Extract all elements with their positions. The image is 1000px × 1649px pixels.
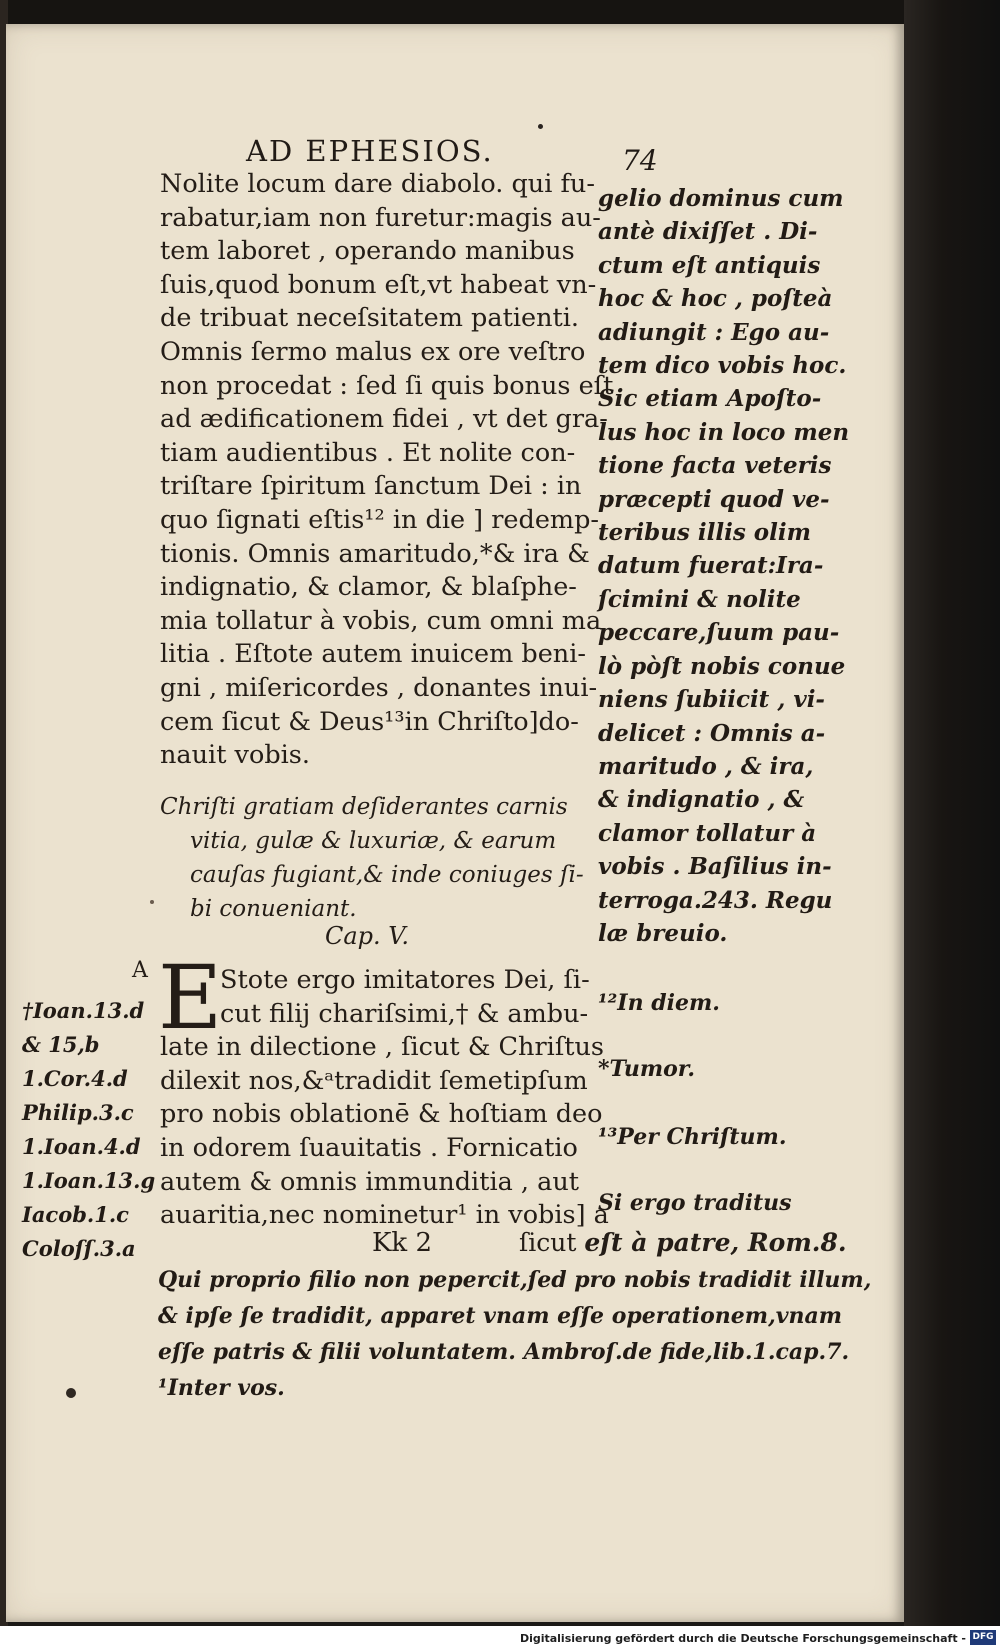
text-line: Nolite locum dare diabolo. qui fu- <box>160 169 595 199</box>
text-line: late in dilectione , ſicut & Chriſtus <box>160 1032 605 1063</box>
margin-reference: & 15,b <box>22 1032 100 1057</box>
text-line: ad ædificationem fidei , vt det gra- <box>160 404 608 435</box>
gloss-line: tione facta veteris <box>598 452 832 480</box>
gloss-line: adiungit : Ego au- <box>598 318 830 346</box>
side-note: *Tumor. <box>598 1056 696 1082</box>
signature-mark: Kk 2 <box>372 1228 432 1258</box>
text-line: Omnis ſermo malus ex ore veſtro <box>160 336 586 367</box>
text-line: triſtare ſpiritum ſanctum Dei : in <box>160 471 582 502</box>
text-line: pro nobis oblationē & hoſtiam deo <box>160 1099 603 1130</box>
running-head: AD EPHESIOS. <box>246 134 494 168</box>
gloss-line: clamor tollatur à <box>598 819 817 847</box>
dfg-logo: DFG <box>970 1630 996 1645</box>
chapter-heading: Cap. V. <box>325 922 410 950</box>
text-line: Stote ergo imitatores Dei, ſi- <box>220 965 590 995</box>
note-line: & ipſe ſe tradidit, apparet vnam eſſe operationem,vnam <box>158 1303 843 1329</box>
gloss-line: maritudo , & ira, <box>598 752 814 780</box>
page-number: 74 <box>622 144 658 177</box>
gloss-line: teribus illis olim <box>598 519 811 547</box>
gloss-line: gelio dominus cum <box>598 185 844 212</box>
text-line: litia . Eſtote autem inuicem beni- <box>160 639 587 670</box>
chapter-text <box>160 964 609 1233</box>
margin-reference: 1.Ioan.4.d <box>22 1134 141 1159</box>
book-spine-shadow <box>904 0 1000 1649</box>
chapter-summary <box>160 790 590 926</box>
text-line: tiam audientibus . Et nolite con- <box>160 437 576 468</box>
catchword <box>519 1228 847 1257</box>
gloss-line: datum fuerat:Ira- <box>598 552 824 580</box>
gloss-line: tem dico vobis hoc. <box>598 352 847 380</box>
summary-line: bi conueniant. <box>190 896 357 922</box>
text-line: tionis. Omnis amaritudo,*& ira & <box>160 538 590 569</box>
funding-credit: Digitalisierung gefördert durch die Deutsche Forschungsgemeinschaft - <box>519 1632 966 1645</box>
gloss-line: & indignatio , & <box>598 786 805 814</box>
gloss-line: lus hoc in loco men <box>598 418 850 446</box>
margin-reference: Coloſſ.3.a <box>22 1236 136 1261</box>
summary-line: Chriſti gratiam deſiderantes carnis <box>160 794 568 820</box>
gloss-line: delicet : Omnis a- <box>598 719 826 747</box>
text-line: tem laboret , operando manibus <box>160 236 575 267</box>
margin-reference: 1.Ioan.13.g <box>22 1168 156 1193</box>
gloss-line: terroga.243. Regu <box>598 886 833 914</box>
catchword-roman: ſicut <box>519 1228 577 1257</box>
text-line: auaritia,nec nominetur¹ in vobis] a <box>160 1200 609 1231</box>
catchword-italic: eſt à patre, Rom.8. <box>584 1228 847 1257</box>
note-line: ¹Inter vos. <box>158 1375 285 1401</box>
bottom-note <box>158 1262 872 1406</box>
gloss-line: antè dixiſſet . Di- <box>598 218 818 246</box>
text-line: dilexit nos,&ᵃtradidit ſemetipſum <box>160 1065 588 1096</box>
drop-cap: E <box>158 946 223 1049</box>
ink-blot <box>66 1388 76 1398</box>
margin-reference: †Ioan.13.d <box>22 998 145 1023</box>
text-line: indignatio, & clamor, & blaſphe- <box>160 572 577 603</box>
gloss-line: hoc & hoc , poſteà <box>598 285 833 313</box>
note-line: Qui proprio filio non pepercit,ſed pro nobis tradidit illum, <box>158 1267 872 1293</box>
text-line: mia tollatur à vobis, cum omni ma <box>160 605 602 636</box>
text-line: rabatur,iam non furetur:magis au- <box>160 202 601 233</box>
ink-speck <box>150 900 154 904</box>
side-note: ¹³Per Chriſtum. <box>598 1124 787 1150</box>
side-note: Si ergo traditus <box>598 1190 792 1216</box>
side-gloss <box>598 182 850 950</box>
text-line: nauit vobis. <box>160 740 310 771</box>
margin-reference: Iacob.1.c <box>22 1202 129 1227</box>
text-line: cem ſicut & Deus¹³in Chriſto]do- <box>160 706 579 737</box>
gloss-line: vobis . Baſilius in- <box>598 853 832 881</box>
gloss-line: ctum eſt antiquis <box>598 251 821 279</box>
gloss-line: lò pòſt nobis conue <box>598 652 846 680</box>
text-line: autem & omnis immunditia , aut <box>160 1166 579 1197</box>
gloss-line: niens ſubiicit , vi- <box>598 686 825 714</box>
ink-mark <box>538 124 543 129</box>
summary-line: cauſas fugiant,& inde coniuges ſi- <box>190 862 584 888</box>
section-letter: A <box>132 958 148 983</box>
gloss-line: peccare,ſuum pau- <box>598 619 840 647</box>
text-line: de tribuat neceſsitatem patienti. <box>160 303 580 334</box>
gloss-line: læ breuio. <box>598 919 728 947</box>
side-note: ¹²In diem. <box>598 990 720 1016</box>
text-line: non procedat : ſed ſi quis bonus eſt <box>160 370 614 401</box>
text-line: in odorem ſuauitatis . Fornicatio <box>160 1132 578 1163</box>
gloss-line: præcepti quod ve- <box>598 485 830 513</box>
gloss-line: Sic etiam Apoſto- <box>598 385 822 413</box>
text-line: cut filij chariſsimi,† & ambu- <box>220 998 589 1029</box>
note-line: eſſe patris & filii voluntatem. Ambroſ.de fide,lib.1.cap.7. <box>158 1339 850 1365</box>
scan-top-edge <box>0 0 1000 26</box>
summary-line: vitia, gulæ & luxuriæ, & earum <box>190 828 557 854</box>
margin-reference: 1.Cor.4.d <box>22 1066 128 1091</box>
main-text-column <box>160 168 614 773</box>
margin-reference: Philip.3.c <box>22 1100 134 1125</box>
text-line: ſuis,quod bonum eſt,vt habeat vn- <box>160 269 597 300</box>
text-line: gni , miſericordes , donantes inui- <box>160 672 598 703</box>
margin-references <box>22 994 156 1266</box>
gloss-line: ſcimini & nolite <box>598 585 801 613</box>
text-line: quo ſignati eſtis¹² in die ] redemp- <box>160 504 600 535</box>
